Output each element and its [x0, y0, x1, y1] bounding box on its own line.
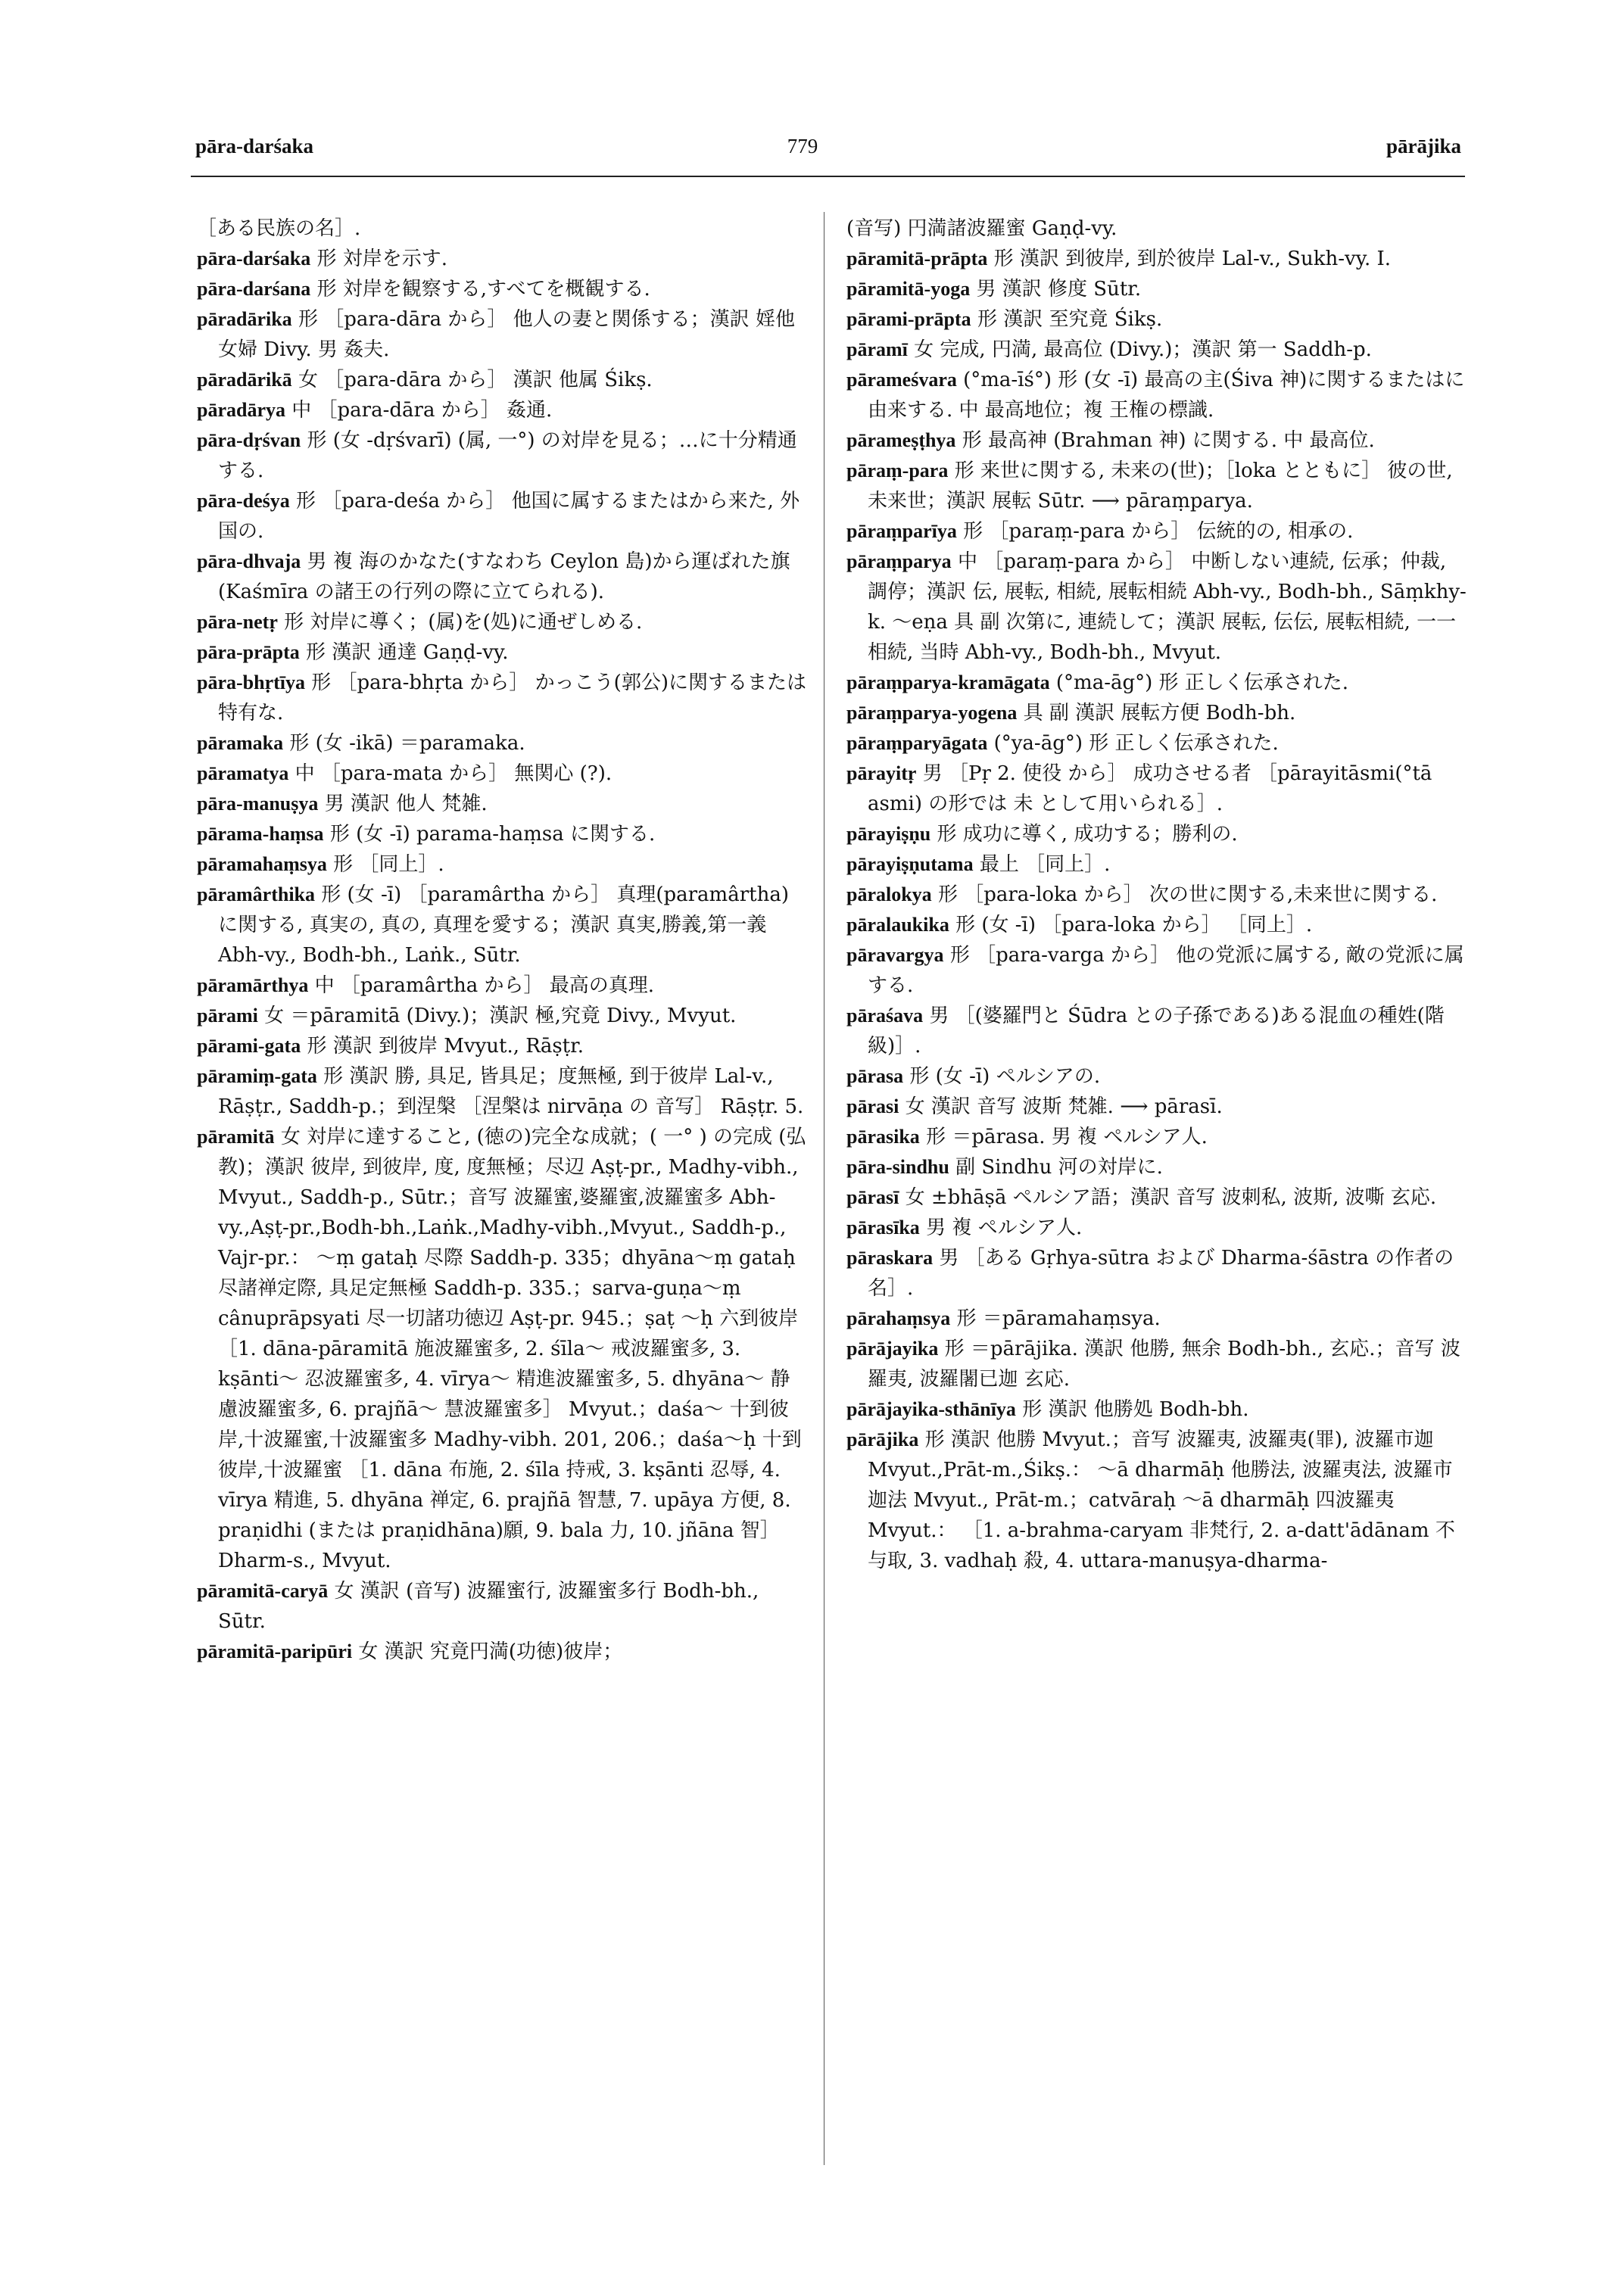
- dictionary-entry: [846, 244, 1467, 274]
- dictionary-entry: [197, 1031, 806, 1061]
- entry-definition: 形 対岸を示す.: [316, 248, 448, 270]
- entry-headword: pārasīka: [846, 1217, 920, 1238]
- dictionary-entry: [846, 365, 1467, 425]
- entry-headword: pārameṣṭhya: [846, 429, 956, 451]
- entry-headword: pāra-dṛśvan: [197, 429, 301, 451]
- entry-definition: 形 ＝pāramahaṃsya.: [956, 1307, 1161, 1330]
- dictionary-entry: [197, 486, 806, 547]
- entry-headword: pāraṃ-para: [846, 460, 949, 481]
- entry-headword: pāraṃparya: [846, 550, 952, 572]
- entry-definition: 形 ［para-varga から］ 他の党派に属する, 敵の党派に属する.: [868, 944, 1464, 997]
- dictionary-entry: [846, 516, 1467, 547]
- entry-headword: pārami-gata: [197, 1035, 301, 1057]
- entry-headword: pāra-bhṛtīya: [197, 671, 305, 693]
- dictionary-entry: [846, 1304, 1467, 1334]
- dictionary-entry: [846, 728, 1467, 759]
- entry-headword: pāramitā-paripūri: [197, 1640, 353, 1662]
- entry-definition: 形 成功に導く, 成功する；勝利の.: [937, 823, 1238, 846]
- entry-headword: pāra-sindhu: [846, 1156, 949, 1178]
- dictionary-entry: [846, 910, 1467, 940]
- entry-definition: 男 漢訳 修度 Sūtr.: [976, 278, 1142, 301]
- dictionary-entry: [846, 1243, 1467, 1304]
- entry-definition: 女 漢訳 音写 波斯 梵雑. ⟶ pārasī.: [905, 1095, 1223, 1118]
- entry-definition: 形 ［para-deśa から］ 他国に属するまたはから来た, 外国の.: [218, 490, 800, 543]
- entry-headword: pārājika: [846, 1428, 919, 1450]
- page-header: [0, 135, 1624, 173]
- dictionary-entry: [197, 365, 806, 395]
- entry-headword: pārami-prāpta: [846, 308, 971, 330]
- entry-definition: 女 漢訳 究竟円満(功徳)彼岸；: [358, 1640, 623, 1663]
- entry-definition: (°ya-āg°) 形 正しく伝承された.: [993, 732, 1279, 755]
- dictionary-entry: [197, 668, 806, 728]
- entry-definition: 中 ［paraṃ-para から］ 中断しない連続, 伝承；仲裁, 調停；漢訳 伝, 展転, 相続, 展転相続 Abh-vy., Bodh-bh., Sāṃkhy-k. ～eṇa 具 副 次第に, 連続して；漢訳 展転, 伝伝, 展転相続, 一一相続, 当時 Abh-vy., Bodh-bh., Mvyut.: [868, 550, 1467, 664]
- dictionary-entry: [846, 668, 1467, 698]
- entry-definition: 男 ［ある Gṛhya-sūtra および Dharma-śāstra の作者の名］.: [868, 1247, 1454, 1300]
- entry-definition: (音写) 円満諸波羅蜜 Gaṇḍ-vy.: [846, 217, 1117, 240]
- entry-headword: pāraṃparya-kramāgata: [846, 671, 1050, 693]
- dictionary-entry: [846, 1152, 1467, 1182]
- entry-headword: pāra-prāpta: [197, 641, 300, 663]
- entry-definition: 形 漢訳 到彼岸 Mvyut., Rāṣṭr.: [307, 1035, 584, 1058]
- dictionary-entry: [197, 970, 806, 1001]
- entry-definition: 中 ［para-dāra から］ 姦通.: [291, 399, 553, 422]
- dictionary-entry: [846, 304, 1467, 335]
- entry-headword: pāramitā: [197, 1126, 275, 1148]
- entry-definition: 男 ［Pṛ 2. 使役 から］ 成功させる者 ［pārayitāsmi(°tā asmi) の形では 未 として用いられる］.: [868, 762, 1432, 815]
- entry-definition: 最上 ［同上］.: [979, 853, 1111, 876]
- entry-definition: 形 ［paraṃ-para から］ 伝統的の, 相承の.: [963, 520, 1354, 543]
- entry-definition: 形 ［同上］.: [333, 853, 444, 876]
- dictionary-entry: [197, 789, 806, 819]
- running-head-left: pāra-darśaka: [195, 135, 314, 157]
- dictionary-entry: [197, 395, 806, 425]
- dictionary-entry: [846, 940, 1467, 1001]
- dictionary-entry: [846, 819, 1467, 849]
- entry-headword: pāramitā-caryā: [197, 1580, 329, 1602]
- dictionary-entry: [846, 1001, 1467, 1061]
- dictionary-entry: [846, 547, 1467, 668]
- entry-definition: 形 漢訳 至究竟 Śikṣ.: [977, 308, 1163, 331]
- entry-definition: ［ある民族の名］.: [197, 217, 361, 240]
- entry-definition: 女 完成, 円満, 最高位 (Divy.)；漢訳 第一 Saddh-p.: [914, 338, 1372, 361]
- dictionary-entry: [846, 274, 1467, 304]
- entry-definition: 中 ［paramârtha から］ 最高の真理.: [314, 974, 655, 997]
- entry-definition: (°ma-āg°) 形 正しく伝承された.: [1055, 671, 1349, 694]
- entry-headword: pāra-deśya: [197, 490, 290, 512]
- entry-definition: 形 (女 -ī) ［paramârtha から］ 真理(paramârtha) に関する, 真実の, 真の, 真理を愛する；漢訳 真実,勝義,第一義 Abh-vy., Bodh-bh., Laṅk., Sūtr.: [218, 883, 789, 967]
- entry-headword: pāramahaṃsya: [197, 853, 327, 875]
- dictionary-entry: [197, 819, 806, 849]
- entry-definition: 形 ＝pārājika. 漢訳 他勝, 無余 Bodh-bh., 玄応.；音写 波羅夷, 波羅闍已迦 玄応.: [868, 1338, 1460, 1391]
- entry-headword: pāramiṃ-gata: [197, 1065, 317, 1087]
- dictionary-entry: [197, 1122, 806, 1576]
- dictionary-entry: [846, 456, 1467, 516]
- entry-headword: pāramārthya: [197, 974, 309, 996]
- entry-headword: pāra-darśana: [197, 278, 311, 300]
- entry-headword: pārayiṣṇutama: [846, 853, 974, 875]
- entry-headword: pāra-darśaka: [197, 248, 311, 269]
- entry-definition: 形 漢訳 他勝処 Bodh-bh.: [1022, 1398, 1249, 1421]
- entry-definition: 形 (女 -ī) ペルシアの.: [909, 1065, 1101, 1088]
- dictionary-entry: [197, 759, 806, 789]
- entry-definition: 形 (女 -dṛśvarī) (属, 一°) の対岸を見る；…に十分精通する.: [218, 429, 797, 482]
- dictionary-entry: [197, 304, 806, 365]
- dictionary-entry: [846, 759, 1467, 819]
- entry-headword: pāra-manuṣya: [197, 793, 319, 815]
- entry-definition: 形 対岸に導く；(属)を(処)に通ぜしめる.: [284, 611, 643, 634]
- entry-definition: 男 漢訳 他人 梵雑.: [324, 793, 488, 815]
- entry-headword: pāraśava: [846, 1005, 924, 1027]
- dictionary-entry: [197, 1637, 806, 1667]
- dictionary-entry: [197, 213, 806, 244]
- entry-definition: 形 対岸を観察する,すべてを概観する.: [316, 278, 650, 301]
- dictionary-entry: [846, 425, 1467, 456]
- dictionary-entry: [846, 335, 1467, 365]
- entry-headword: pāradārika: [197, 308, 292, 330]
- entry-headword: pārasa: [846, 1065, 904, 1087]
- dictionary-entry: [846, 1425, 1467, 1576]
- entry-headword: pāraskara: [846, 1247, 934, 1269]
- dictionary-entry: [197, 607, 806, 637]
- entry-headword: pāramatya: [197, 762, 289, 784]
- entry-definition: 具 副 漢訳 展転方便 Bodh-bh.: [1023, 702, 1296, 724]
- entry-definition: 女 ±bhāṣā ペルシア語；漢訳 音写 波刺私, 波斯, 波嘶 玄応.: [905, 1186, 1437, 1209]
- entry-definition: 形 ［para-dāra から］ 他人の妻と関係する；漢訳 婬他女婦 Divy. 男 姦夫.: [218, 308, 795, 361]
- entry-definition: 形 ［para-bhṛta から］ かっこう(郭公)に関するまたは特有な.: [218, 671, 806, 724]
- dictionary-entry: [846, 1182, 1467, 1213]
- entry-headword: pāramaka: [197, 732, 284, 754]
- entry-headword: pārayitṛ: [846, 762, 917, 784]
- dictionary-entry: [846, 880, 1467, 910]
- dictionary-entry: [197, 849, 806, 880]
- dictionary-entry: [197, 244, 806, 274]
- entry-headword: pārasī: [846, 1186, 899, 1208]
- entry-definition: 中 ［para-mata から］ 無関心 (?).: [295, 762, 613, 785]
- entry-headword: pārājayika-sthānīya: [846, 1398, 1016, 1420]
- entry-headword: pārasika: [846, 1126, 920, 1148]
- entry-headword: pāra-dhvaja: [197, 550, 301, 572]
- entry-definition: 男 複 ペルシア人.: [926, 1217, 1083, 1239]
- entry-headword: pāraṃparīya: [846, 520, 957, 542]
- entry-definition: 男 ［(婆羅門と Śūdra との子孫である)ある混血の種姓(階級)］.: [868, 1005, 1445, 1058]
- entry-definition: 女 ＝pāramitā (Divy.)；漢訳 極,究竟 Divy., Mvyut.: [264, 1005, 737, 1027]
- entry-definition: 形 来世に関する, 未来の(世)；［loka とともに］ 彼の世, 未来世；漢訳 展転 Sūtr. ⟶ pāraṃparya.: [868, 460, 1453, 512]
- entry-headword: pārami: [197, 1005, 258, 1027]
- entry-headword: pāralokya: [846, 883, 932, 905]
- dictionary-entry: [846, 1092, 1467, 1122]
- entry-headword: pāradārya: [197, 399, 285, 421]
- entry-definition: 形 (女 -ikā) ＝paramaka.: [289, 732, 525, 755]
- entry-definition: 女 対岸に達すること, (徳の)完全な成就；( 一° ) の完成 (弘教)；漢訳 彼岸, 到彼岸, 度, 度無極；尽辺 Aṣṭ-pr., Madhy-vibh., Mvyut., Saddh-p., Sūtr.；音写 波羅蜜,婆羅蜜,波羅蜜多 Abh-vy.,Aṣṭ-pr.,Bodh-bh.,Laṅk.,Madhy-vibh.,Mvyut., Saddh-p., Vajr-pr.： ～ṃ gataḥ 尽際 Saddh-p. 335；dhyāna～ṃ gataḥ 尽諸禅定際, 具足定無極 Saddh-p. 335.；sarva-guṇa～ṃ cânuprāpsyati 尽一切諸功徳辺 Aṣṭ-pr. 945.；ṣaṭ ～ḥ 六到彼岸 ［1. dāna-pāramitā 施波羅蜜多, 2. śīla～ 戒波羅蜜多, 3. kṣānti～ 忍波羅蜜多, 4. vīrya～ 精進波羅蜜多, 5. dhyāna～ 静慮波羅蜜多, 6. prajñā～ 慧波羅蜜多］ Mvyut.；daśa～ 十到彼岸,十波羅蜜,十波羅蜜多 Madhy-vibh. 201, 206.；daśa～ḥ 十到彼岸,十波羅蜜 ［1. dāna 布施, 2. śīla 持戒, 3. kṣānti 忍辱, 4. vīrya 精進, 5. dhyāna 禅定, 6. prajñā 智慧, 7. upāya 方便, 8. praṇidhi (または praṇidhāna)願, 9. bala 力, 10. jñāna 智］ Dharm-s., Mvyut.: [218, 1126, 806, 1572]
- dictionary-entry: [846, 1122, 1467, 1152]
- dictionary-entry: [197, 274, 806, 304]
- entry-definition: 女 漢訳 (音写) 波羅蜜行, 波羅蜜多行 Bodh-bh., Sūtr.: [218, 1580, 759, 1633]
- dictionary-entry: [846, 1213, 1467, 1243]
- entry-headword: pāramī: [846, 338, 908, 360]
- dictionary-entry: [197, 547, 806, 607]
- entry-headword: pāramârthika: [197, 883, 315, 905]
- entry-definition: 形 (女 -ī) ［para-loka から］ ［同上］.: [955, 914, 1313, 936]
- dictionary-entry: [846, 698, 1467, 728]
- dictionary-entry: [846, 849, 1467, 880]
- entry-definition: 形 (女 -ī) parama-haṃsa に関する.: [329, 823, 656, 846]
- entry-headword: pāraṃparyāgata: [846, 732, 988, 754]
- dictionary-entry: [846, 1061, 1467, 1092]
- dictionary-entry: [197, 1001, 806, 1031]
- entry-headword: pārahaṃsya: [846, 1307, 951, 1329]
- entry-definition: 形 ［para-loka から］ 次の世に関する,未来世に関する.: [937, 883, 1438, 906]
- entry-definition: 形 漢訳 到彼岸, 到於彼岸 Lal-v., Sukh-vy. I.: [993, 248, 1392, 270]
- entry-headword: pāramitā-yoga: [846, 278, 971, 300]
- entry-definition: (°ma-īś°) 形 (女 -ī) 最高の主(Śiva 神)に関するまたはに由来する. 中 最高地位；複 王権の標識.: [868, 369, 1465, 422]
- left-column: [197, 213, 806, 1667]
- header-rule: [191, 176, 1465, 177]
- entry-headword: pāra-netṛ: [197, 611, 278, 633]
- entry-headword: pāradārikā: [197, 369, 292, 391]
- entry-definition: 形 ＝pārasa. 男 複 ペルシア人.: [926, 1126, 1208, 1148]
- dictionary-entry: [197, 728, 806, 759]
- dictionary-entry: [197, 1061, 806, 1122]
- entry-headword: pārasi: [846, 1095, 899, 1117]
- dictionary-entry: [846, 1394, 1467, 1425]
- right-column: [846, 213, 1467, 1576]
- entry-definition: 形 最高神 (Brahman 神) に関する. 中 最高位.: [962, 429, 1375, 452]
- entry-headword: pārayiṣṇu: [846, 823, 931, 845]
- dictionary-entry: [197, 880, 806, 970]
- entry-definition: 副 Sindhu 河の対岸に.: [955, 1156, 1163, 1179]
- entry-headword: pāramitā-prāpta: [846, 248, 988, 269]
- entry-definition: 男 複 海のかなた(すなわち Ceylon 島)から運ばれた旗(Kaśmīra の諸王の行列の際に立てられる).: [218, 550, 790, 603]
- entry-headword: pāraṃparya-yogena: [846, 702, 1018, 724]
- entry-headword: pārameśvara: [846, 369, 957, 391]
- dictionary-entry: [846, 213, 1467, 244]
- dictionary-entry: [197, 637, 806, 668]
- entry-definition: 女 ［para-dāra から］ 漢訳 他属 Śikṣ.: [298, 369, 653, 391]
- dictionary-entry: [197, 425, 806, 486]
- running-head-right: pārājika: [1386, 135, 1461, 157]
- entry-headword: pārama-haṃsa: [197, 823, 324, 845]
- dictionary-entry: [846, 1334, 1467, 1394]
- entry-definition: 形 漢訳 勝, 具足, 皆具足；度無極, 到于彼岸 Lal-v., Rāṣṭr., Saddh-p.；到涅槃 ［涅槃は nirvāṇa の 音写］ Rāṣṭr. 5.: [218, 1065, 804, 1118]
- entry-headword: pārājayika: [846, 1338, 939, 1360]
- page-number: 779: [787, 135, 818, 157]
- entry-headword: pāravargya: [846, 944, 944, 966]
- entry-definition: 形 漢訳 他勝 Mvyut.；音写 波羅夷, 波羅夷(罪), 波羅市迦 Mvyut.,Prāt-m.,Śikṣ.： ～ā dharmāḥ 他勝法, 波羅夷法, 波羅市迦法 Mvyut., Prāt-m.；catvāraḥ ～ā dharmāḥ 四波羅夷 Mvyut.： ［1. a-brahma-caryam 非梵行, 2. a-datt'ādānam 不与取, 3. vadhaḥ 殺, 4. uttara-manuṣya-dharma-: [868, 1428, 1455, 1572]
- entry-definition: 形 漢訳 通達 Gaṇḍ-vy.: [306, 641, 509, 664]
- entry-headword: pāralaukika: [846, 914, 949, 936]
- dictionary-entry: [197, 1576, 806, 1637]
